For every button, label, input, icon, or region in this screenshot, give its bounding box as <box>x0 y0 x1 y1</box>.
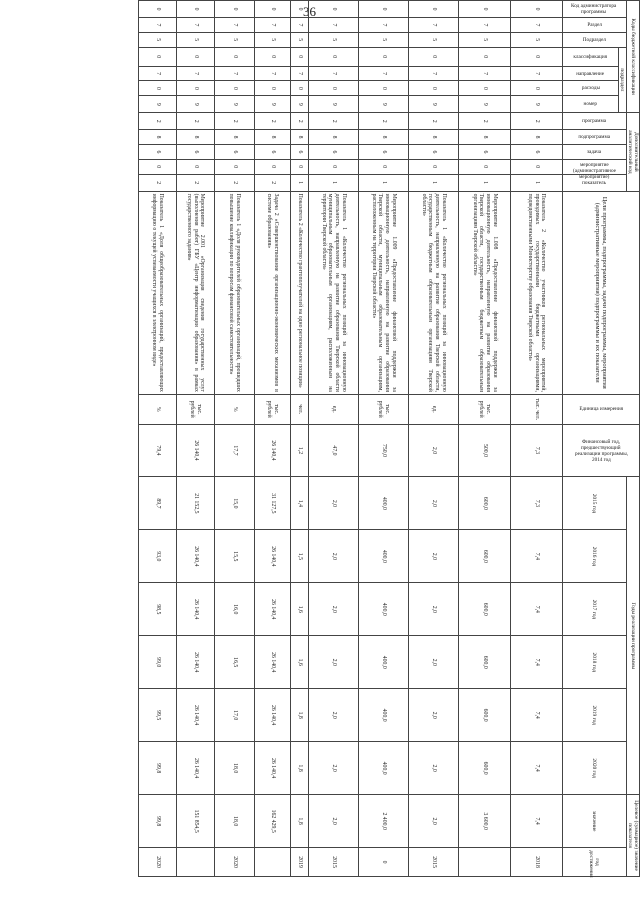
row-unit: % <box>215 394 255 424</box>
row-year-value: 2,0 <box>409 742 459 795</box>
row-year-value: 2,0 <box>409 530 459 583</box>
row-unit: ед. <box>409 394 459 424</box>
code-digit: 0 <box>291 47 309 66</box>
code-digit: 6 <box>309 144 359 159</box>
code-digit: 7 <box>459 17 511 32</box>
row-year-value: 2,0 <box>409 477 459 530</box>
code-digit: 5 <box>177 32 215 47</box>
code-digit: 8 <box>177 130 215 145</box>
code-digit: 7 <box>359 17 409 32</box>
row-unit: ед. <box>309 394 359 424</box>
code-digit: 7 <box>215 66 255 81</box>
code-digit: 9 <box>215 96 255 113</box>
row-year-value: 89,7 <box>139 477 177 530</box>
code-digit: 1 <box>511 174 563 191</box>
code-digit: 2 <box>359 113 409 130</box>
code-digit: 9 <box>409 96 459 113</box>
row-final-year: 2015 <box>309 848 359 877</box>
code-digit: 0 <box>511 81 563 96</box>
header-period: Годы реализации программы <box>627 477 640 795</box>
h-event-cell <box>563 159 627 180</box>
code-digit: 8 <box>359 130 409 145</box>
code-digit: 6 <box>177 144 215 159</box>
row-year-value: 600,0 <box>459 530 511 583</box>
row-unit: чел. <box>291 394 309 424</box>
header-event-num: номер <box>583 101 598 108</box>
table-row <box>359 1 409 877</box>
code-digit: 0 <box>359 81 409 96</box>
header-final: Целевое (суммарное) значение показателя <box>627 795 640 877</box>
row-year-value: 2,0 <box>309 689 359 742</box>
header-admin-code: Код администратора программы <box>571 3 618 15</box>
header-sub-group: подраздел <box>619 47 627 113</box>
code-digit: 0 <box>177 47 215 66</box>
row-description: Показатель 1 «Доля руководителей образовательных организаций, прошедших повышение квалификации по вопросам финансовой самостоятельности» <box>215 191 255 394</box>
code-digit: 5 <box>359 32 409 47</box>
code-digit: 0 <box>139 47 177 66</box>
code-digit: 2 <box>215 113 255 130</box>
h-subprogram-cell <box>563 130 627 145</box>
table-row <box>309 1 359 877</box>
row-year-value: 26 140,4 <box>255 636 291 689</box>
header-final-year: год достижения <box>563 848 627 877</box>
row-final-value: 99,8 <box>139 795 177 848</box>
header-base: Финансовый год, предшествующий реализации программы, 2014 год <box>574 438 628 463</box>
program-indicators-table <box>138 0 640 877</box>
code-digit: 7 <box>215 17 255 32</box>
header-extra-codes: Дополнительный аналитический код <box>627 113 640 191</box>
code-digit: 0 <box>255 81 291 96</box>
header-unit-cell <box>563 394 640 424</box>
row-year-value: 16,0 <box>215 583 255 636</box>
row-unit: тыс. рублей <box>459 394 511 424</box>
row-year-value: 2,0 <box>309 636 359 689</box>
code-digit: 6 <box>409 144 459 159</box>
row-year-value: 2,0 <box>309 742 359 795</box>
code-digit: 6 <box>291 144 309 159</box>
row-base-value: 79,4 <box>139 424 177 477</box>
table-row <box>177 1 215 877</box>
row-base-value: 26 140,4 <box>255 424 291 477</box>
code-digit: 9 <box>177 96 215 113</box>
header-year-1: 2015 год <box>563 477 627 530</box>
table-row <box>511 1 563 877</box>
code-digit: 2 <box>139 174 177 191</box>
code-digit: 0 <box>139 1 177 18</box>
header-section: Раздел <box>587 21 602 28</box>
row-final-year <box>459 848 511 877</box>
row-year-value: 17,0 <box>215 689 255 742</box>
header-target: классификация <box>573 53 608 60</box>
table-row <box>215 1 255 877</box>
row-year-value: 26 140,4 <box>255 689 291 742</box>
row-year-value: 7,4 <box>511 530 563 583</box>
h-program-cell <box>563 113 627 130</box>
row-year-value: 99,8 <box>139 742 177 795</box>
code-digit: 9 <box>359 96 409 113</box>
code-digit: 7 <box>459 66 511 81</box>
table-row <box>291 1 309 877</box>
table-row <box>139 1 177 877</box>
row-unit: тыс. рублей <box>359 394 409 424</box>
code-digit: 9 <box>309 96 359 113</box>
row-description: Мероприятие 1.008 «Предоставление финансовой поддержки за инновационную деятельность, направленную на развитие образования Тверской области, государственным бюджетным образовательным организациям Тверской области» <box>459 191 511 394</box>
header-subprogram: подпрограмма <box>578 134 611 141</box>
code-digit: 5 <box>511 32 563 47</box>
code-digit: 0 <box>215 47 255 66</box>
row-year-value: 400,0 <box>359 530 409 583</box>
row-year-value: 15,0 <box>215 477 255 530</box>
code-digit: 0 <box>177 159 215 174</box>
code-digit: 1 <box>309 174 359 191</box>
code-digit: 5 <box>309 32 359 47</box>
code-digit: 0 <box>139 159 177 174</box>
code-digit: 7 <box>511 17 563 32</box>
row-base-value: 500,0 <box>459 424 511 477</box>
header-direction: направление <box>576 70 605 77</box>
code-digit: 9 <box>139 96 177 113</box>
h-subsection-cell <box>563 32 627 47</box>
row-base-value: 750,0 <box>359 424 409 477</box>
row-unit: тыс. рублей <box>255 394 291 424</box>
row-final-year: 2020 <box>139 848 177 877</box>
row-year-value: 600,0 <box>459 477 511 530</box>
code-digit: 0 <box>255 1 291 18</box>
code-digit: 0 <box>255 47 291 66</box>
row-year-value: 26 140,4 <box>177 636 215 689</box>
code-digit: 0 <box>459 1 511 18</box>
code-digit: 7 <box>409 66 459 81</box>
row-year-value: 16,5 <box>215 636 255 689</box>
row-final-value: 162 429,5 <box>255 795 291 848</box>
header-year-2: 2016 год <box>563 530 627 583</box>
header-subsection: Подраздел <box>582 36 607 43</box>
code-digit: 9 <box>291 96 309 113</box>
row-year-value: 2,0 <box>409 689 459 742</box>
row-year-value: 400,0 <box>359 742 409 795</box>
code-digit: 1 <box>291 174 309 191</box>
row-year-value: 99,0 <box>139 636 177 689</box>
code-digit: 8 <box>215 130 255 145</box>
row-year-value: 7,4 <box>511 636 563 689</box>
row-year-value: 18,0 <box>215 742 255 795</box>
code-digit: 0 <box>215 1 255 18</box>
code-digit: 5 <box>139 32 177 47</box>
code-digit: 0 <box>309 1 359 18</box>
header-budget-codes: Коды бюджетной классификации <box>627 1 640 113</box>
row-year-value: 2,0 <box>309 530 359 583</box>
landscape-table-page <box>16 0 640 877</box>
row-year-value: 1,8 <box>291 742 309 795</box>
row-final-value: 2,0 <box>409 795 459 848</box>
table-row <box>459 1 511 877</box>
code-digit: 7 <box>177 66 215 81</box>
code-digit: 5 <box>291 32 309 47</box>
row-year-value: 1,6 <box>291 636 309 689</box>
code-digit: 9 <box>511 96 563 113</box>
row-final-year: 2020 <box>215 848 255 877</box>
row-year-value: 600,0 <box>459 689 511 742</box>
h-section-cell <box>563 17 627 32</box>
header-title: Цели программы, подпрограммы, задачи подпрограммы, мероприятия (административные мероприятия) подпрограммы и их показатели <box>563 191 640 394</box>
row-year-value: 2,0 <box>309 477 359 530</box>
row-final-year: 2019 <box>291 848 309 877</box>
header-year-6: 2020 год <box>563 742 627 795</box>
row-description: Показатель 1 «Доля общеобразовательных организаций, предоставляющих информацию о текущей успеваемости учащихся в электронном виде» <box>139 191 177 394</box>
header-expense: расходы <box>581 85 600 92</box>
code-digit: 6 <box>459 144 511 159</box>
code-digit: 0 <box>177 1 215 18</box>
row-year-value: 1,5 <box>291 530 309 583</box>
row-base-value: 7,3 <box>511 424 563 477</box>
h-num-cell <box>563 96 619 113</box>
code-digit: 7 <box>291 66 309 81</box>
row-description: Задача 2 «Совершенствование организационно-экономических механизмов в системе образования» <box>255 191 291 394</box>
row-year-value: 400,0 <box>359 583 409 636</box>
header-year-3: 2017 год <box>563 583 627 636</box>
row-year-value: 2,0 <box>409 583 459 636</box>
h-target-cell <box>563 47 619 66</box>
row-year-value: 15,5 <box>215 530 255 583</box>
row-year-value: 26 140,4 <box>255 583 291 636</box>
code-digit: 8 <box>511 130 563 145</box>
row-year-value: 1,4 <box>291 477 309 530</box>
code-digit: 5 <box>215 32 255 47</box>
code-digit: 7 <box>255 17 291 32</box>
row-year-value: 93,0 <box>139 530 177 583</box>
code-digit: 0 <box>511 159 563 174</box>
row-year-value: 7,4 <box>511 742 563 795</box>
code-digit: 5 <box>255 32 291 47</box>
row-description: Показатель 1 «Количество региональных позиций за инновационную деятельность, направленную на развитие образования Тверской области, государственным бюджетным образовательным организациям Тверской области» <box>409 191 459 394</box>
row-final-year: 0 <box>359 848 409 877</box>
code-digit: 2 <box>255 174 291 191</box>
row-year-value: 21 152,5 <box>177 477 215 530</box>
code-digit: 7 <box>309 66 359 81</box>
code-digit: 0 <box>359 159 409 174</box>
h-direction-cell <box>563 66 619 81</box>
row-year-value: 31 127,5 <box>255 477 291 530</box>
row-year-value: 600,0 <box>459 583 511 636</box>
row-year-value: 7,3 <box>511 477 563 530</box>
row-final-value: 7,4 <box>511 795 563 848</box>
row-description: Показатель 2 «Количество грантополучателей на одно региональное позиции» <box>291 191 309 394</box>
h-task-cell <box>563 144 627 159</box>
code-digit: 1 <box>459 174 511 191</box>
code-digit: 8 <box>291 130 309 145</box>
code-digit: 7 <box>139 66 177 81</box>
row-final-value: 3 600,0 <box>459 795 511 848</box>
code-digit: 0 <box>291 159 309 174</box>
row-description: Показатель 1 «Количество региональных позиций за инновационную деятельность, направленную на развитие образования Тверской области муниципальным образовательным организациям, расположенным на территории Тверской области» <box>309 191 359 394</box>
code-digit: 0 <box>359 1 409 18</box>
row-year-value: 26 140,4 <box>177 530 215 583</box>
code-digit: 1 <box>409 174 459 191</box>
row-final-value: 1,8 <box>291 795 309 848</box>
code-digit: 2 <box>215 174 255 191</box>
row-year-value: 7,4 <box>511 689 563 742</box>
header-final-value: значение <box>563 795 627 848</box>
row-base-value: 17,7 <box>215 424 255 477</box>
table-body <box>139 1 563 877</box>
row-year-value: 26 140,4 <box>177 689 215 742</box>
row-description: Мероприятие 1.009 «Предоставление финансовой поддержки за инновационную деятельность, направленную на развитие образования Тверской области, муниципальным образовательным организациям, расположенным на территории Тверской области» <box>359 191 409 394</box>
row-year-value: 26 140,4 <box>177 742 215 795</box>
code-digit: 0 <box>459 47 511 66</box>
code-digit: 0 <box>177 81 215 96</box>
code-digit: 0 <box>459 81 511 96</box>
row-final-value: 151 854,5 <box>177 795 215 848</box>
code-digit: 0 <box>215 81 255 96</box>
code-digit: 0 <box>309 47 359 66</box>
row-final-year: 2015 <box>409 848 459 877</box>
row-year-value: 98,5 <box>139 583 177 636</box>
row-year-value: 600,0 <box>459 742 511 795</box>
code-digit: 8 <box>255 130 291 145</box>
code-digit: 2 <box>459 113 511 130</box>
row-base-value: 26 140,4 <box>177 424 215 477</box>
row-final-value: 2 400,0 <box>359 795 409 848</box>
row-year-value: 400,0 <box>359 689 409 742</box>
code-digit: 2 <box>291 113 309 130</box>
row-final-year: 2018 <box>511 848 563 877</box>
code-digit: 2 <box>409 113 459 130</box>
header-unit: Единица измерения <box>579 406 623 413</box>
code-digit: 0 <box>409 47 459 66</box>
row-year-value: 600,0 <box>459 636 511 689</box>
row-year-value: 400,0 <box>359 636 409 689</box>
row-base-value: 1,2 <box>291 424 309 477</box>
code-digit: 0 <box>215 159 255 174</box>
h-admin-cell <box>563 1 627 18</box>
row-year-value: 26 140,4 <box>255 530 291 583</box>
h-expense-cell <box>563 81 619 96</box>
code-digit: 1 <box>359 174 409 191</box>
code-digit: 6 <box>215 144 255 159</box>
row-unit: тыс. рублей <box>177 394 215 424</box>
code-digit: 0 <box>409 1 459 18</box>
code-digit: 7 <box>177 17 215 32</box>
row-final-value: 18,0 <box>215 795 255 848</box>
row-final-year <box>255 848 291 877</box>
code-digit: 2 <box>139 113 177 130</box>
row-year-value: 2,0 <box>309 583 359 636</box>
code-digit: 0 <box>291 1 309 18</box>
code-digit: 6 <box>139 144 177 159</box>
code-digit: 7 <box>309 17 359 32</box>
code-digit: 7 <box>359 66 409 81</box>
code-digit: 9 <box>255 96 291 113</box>
header-base-cell <box>563 424 640 477</box>
code-digit: 0 <box>409 81 459 96</box>
code-digit: 0 <box>309 159 359 174</box>
code-digit: 6 <box>511 144 563 159</box>
table-row <box>255 1 291 877</box>
header-event: мероприятие (административное мероприятие) <box>573 161 616 180</box>
code-digit: 0 <box>459 159 511 174</box>
code-digit: 0 <box>309 81 359 96</box>
row-year-value: 1,8 <box>291 689 309 742</box>
header-task: задача <box>587 148 602 155</box>
code-digit: 0 <box>409 159 459 174</box>
row-unit: тыс. чел. <box>511 394 563 424</box>
code-digit: 5 <box>459 32 511 47</box>
code-digit: 7 <box>409 17 459 32</box>
row-year-value: 7,4 <box>511 583 563 636</box>
code-digit: 5 <box>409 32 459 47</box>
code-digit: 2 <box>177 174 215 191</box>
row-year-value: 26 140,4 <box>255 742 291 795</box>
code-digit: 7 <box>139 17 177 32</box>
code-digit: 9 <box>459 96 511 113</box>
code-digit: 8 <box>139 130 177 145</box>
code-digit: 7 <box>291 17 309 32</box>
code-digit: 8 <box>459 130 511 145</box>
row-year-value: 1,6 <box>291 583 309 636</box>
code-digit: 7 <box>255 66 291 81</box>
code-digit: 7 <box>511 66 563 81</box>
code-digit: 6 <box>359 144 409 159</box>
code-digit: 0 <box>291 81 309 96</box>
row-description: Показатель 2 «Количество участников региональных мероприятий, проводимых государственными бюджетными организациями, подведомственными Министерству образования Тверской области» <box>511 191 563 394</box>
row-base-value: 47,0 <box>309 424 359 477</box>
code-digit: 0 <box>511 1 563 18</box>
header-program: программа <box>582 118 607 125</box>
row-final-year <box>177 848 215 877</box>
header-indicator: показатель <box>582 179 607 186</box>
header-year-5: 2019 год <box>563 689 627 742</box>
code-digit: 0 <box>359 47 409 66</box>
page-number: 36 <box>303 4 316 19</box>
table-row <box>409 1 459 877</box>
row-year-value: 99,5 <box>139 689 177 742</box>
row-year-value: 26 140,4 <box>177 583 215 636</box>
row-year-value: 400,0 <box>359 477 409 530</box>
code-digit: 2 <box>309 113 359 130</box>
code-digit: 0 <box>139 81 177 96</box>
row-year-value: 2,0 <box>409 636 459 689</box>
code-digit: 2 <box>177 113 215 130</box>
row-final-value: 2,0 <box>309 795 359 848</box>
header-year-4: 2018 год <box>563 636 627 689</box>
code-digit: 0 <box>511 47 563 66</box>
row-description: Мероприятие 2.001 «Организация сведения государственных услуг (выполнения работ) ГБУ «Центр информатизации образования» в рамках государственного задания» <box>177 191 215 394</box>
code-digit: 2 <box>511 113 563 130</box>
code-digit: 0 <box>255 159 291 174</box>
code-digit: 6 <box>255 144 291 159</box>
row-unit: % <box>139 394 177 424</box>
code-digit: 8 <box>409 130 459 145</box>
code-digit: 8 <box>309 130 359 145</box>
code-digit: 2 <box>255 113 291 130</box>
row-base-value: 2,0 <box>409 424 459 477</box>
